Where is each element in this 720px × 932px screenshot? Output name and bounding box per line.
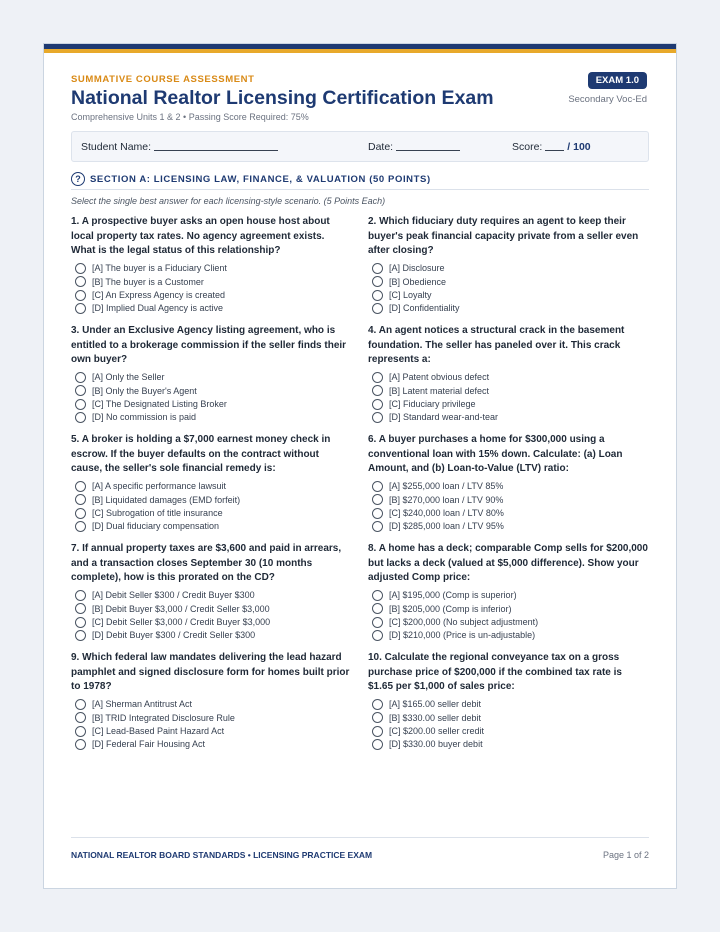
section-instructions: Select the single best answer for each licensing-style scenario. (5 Points Each)	[71, 196, 386, 206]
radio-button-icon[interactable]	[372, 494, 383, 505]
question-stem: 6. A buyer purchases a home for $300,000 using a conventional loan with 15% down. Calculate: (a) Loan Amount, and (b) Loan-to-Value (LTV) ratio:	[368, 434, 623, 475]
date-field[interactable]	[368, 141, 460, 153]
answer-option-label: [C] The Designated Listing Broker	[92, 399, 227, 410]
answer-option-label: [B] Liquidated damages (EMD forfeit)	[92, 494, 241, 505]
answer-options	[71, 698, 351, 751]
radio-button-icon[interactable]	[372, 726, 383, 737]
question-7	[71, 542, 351, 642]
question-stem: 3. Under an Exclusive Agency listing agreement, who is entitled to a brokerage commission if the seller finds their own buyer?	[71, 325, 347, 366]
answer-option[interactable]	[71, 288, 351, 301]
answer-option[interactable]	[71, 506, 351, 519]
answer-option-label: [D] Federal Fair Housing Act	[92, 739, 206, 750]
answer-option-label: [A] Patent obvious defect	[389, 372, 490, 383]
answer-option[interactable]	[368, 384, 648, 397]
answer-option[interactable]	[71, 262, 351, 275]
answer-option-label: [C] An Express Agency is created	[92, 290, 226, 301]
radio-button-icon[interactable]	[372, 508, 383, 519]
student-name-label: Student Name:	[81, 141, 152, 153]
question-stem: 1. A prospective buyer asks an open house host about local property tax rates. No agency agreement exists. What is the legal status of this relationship?	[71, 216, 330, 257]
answer-option[interactable]	[71, 411, 351, 424]
radio-button-icon[interactable]	[75, 630, 86, 641]
answer-option-label: [B] Obedience	[389, 276, 447, 287]
answer-option[interactable]	[71, 738, 351, 751]
answer-option-label: [D] $285,000 loan / LTV 95%	[389, 521, 504, 532]
exam-page	[43, 43, 677, 889]
question-3	[71, 324, 351, 424]
radio-button-icon[interactable]	[372, 590, 383, 601]
answer-option[interactable]	[71, 602, 351, 615]
question-6	[368, 433, 648, 533]
answer-option-label: [B] $270,000 loan / LTV 90%	[389, 494, 504, 505]
radio-button-icon[interactable]	[372, 385, 383, 396]
exam-version-badge: EXAM 1.0	[588, 72, 647, 89]
question-1	[71, 215, 351, 315]
answer-option-label: [D] $330.00 buyer debit	[389, 739, 483, 750]
answer-option-label: [B] TRID Integrated Disclosure Rule	[92, 712, 235, 723]
assessment-kicker: SUMMATIVE COURSE ASSESSMENT	[71, 74, 255, 85]
answer-options	[368, 371, 648, 424]
answer-option[interactable]	[368, 724, 648, 737]
student-name-field[interactable]	[81, 141, 278, 153]
radio-button-icon[interactable]	[75, 603, 86, 614]
answer-option-label: [C] $200,000 (No subject adjustment)	[389, 617, 539, 628]
answer-option-label: [D] $210,000 (Price is un-adjustable)	[389, 630, 536, 641]
answer-option[interactable]	[71, 698, 351, 711]
answer-option-label: [B] $330.00 seller debit	[389, 712, 482, 723]
date-label: Date:	[368, 141, 394, 153]
answer-option[interactable]	[368, 738, 648, 751]
answer-option[interactable]	[71, 629, 351, 642]
answer-option-label: [A] $195,000 (Comp is superior)	[389, 590, 517, 601]
answer-options	[368, 589, 648, 642]
radio-button-icon[interactable]	[372, 699, 383, 710]
answer-option-label: [C] Debit Seller $3,000 / Credit Buyer $3,000	[92, 617, 271, 628]
answer-option[interactable]	[368, 506, 648, 519]
answer-option-label: [C] Fiduciary privilege	[389, 399, 476, 410]
answer-option[interactable]	[368, 288, 648, 301]
answer-options	[71, 262, 351, 315]
radio-button-icon[interactable]	[75, 508, 86, 519]
question-stem: 9. Which federal law mandates delivering the lead hazard pamphlet and signed disclosure form for homes built prior to 1978?	[71, 652, 350, 693]
answer-option-label: [B] Latent material defect	[389, 385, 490, 396]
answer-option-label: [A] Only the Seller	[92, 372, 165, 383]
answer-option-label: [D] Dual fiduciary compensation	[92, 521, 220, 532]
answer-options	[71, 589, 351, 642]
score-field[interactable]	[512, 141, 591, 153]
answer-option-label: [B] The buyer is a Customer	[92, 276, 204, 287]
radio-button-icon[interactable]	[372, 263, 383, 274]
question-4	[368, 324, 648, 424]
radio-button-icon[interactable]	[75, 385, 86, 396]
radio-button-icon[interactable]	[75, 521, 86, 532]
question-stem: 5. A broker is holding a $7,000 earnest money check in escrow. If the buyer defaults on the contract without cause, the seller's sole financial remedy is:	[71, 434, 331, 475]
section-title: SECTION A: LICENSING LAW, FINANCE, & VALUATION (50 POINTS)	[90, 174, 431, 185]
answer-option-label: [D] No commission is paid	[92, 412, 197, 423]
radio-button-icon[interactable]	[75, 263, 86, 274]
answer-option[interactable]	[71, 371, 351, 384]
question-circle-icon: ?	[71, 172, 85, 186]
answer-option[interactable]	[71, 615, 351, 628]
question-5	[71, 433, 351, 533]
answer-option[interactable]	[71, 397, 351, 410]
student-info-box	[71, 131, 649, 162]
radio-button-icon[interactable]	[75, 617, 86, 628]
radio-button-icon[interactable]	[75, 276, 86, 287]
answer-option-label: [D] Standard wear-and-tear	[389, 412, 499, 423]
answer-option[interactable]	[368, 602, 648, 615]
answer-option[interactable]	[368, 698, 648, 711]
question-stem: 4. An agent notices a structural crack in the basement foundation. The seller has paneled over it. This crack represents a:	[368, 325, 625, 366]
answer-options	[71, 480, 351, 533]
radio-button-icon[interactable]	[372, 276, 383, 287]
answer-option[interactable]	[71, 275, 351, 288]
answer-option[interactable]	[368, 371, 648, 384]
answer-option[interactable]	[71, 724, 351, 737]
answer-option-label: [C] Loyalty	[389, 290, 432, 301]
answer-option[interactable]	[368, 480, 648, 493]
footer-label: NATIONAL REALTOR BOARD STANDARDS • LICENSING PRACTICE EXAM	[71, 850, 373, 860]
question-stem: 8. A home has a deck; comparable Comp sells for $200,000 but lacks a deck (valued at $5,000 difference). Show your adjusted Comp price:	[368, 543, 648, 584]
answer-option[interactable]	[368, 411, 648, 424]
answer-option[interactable]	[71, 711, 351, 724]
answer-option[interactable]	[71, 589, 351, 602]
radio-button-icon[interactable]	[75, 372, 86, 383]
question-2	[368, 215, 648, 315]
answer-option-label: [A] Sherman Antitrust Act	[92, 699, 193, 710]
question-10	[368, 651, 648, 751]
answer-option[interactable]	[71, 302, 351, 315]
answer-option[interactable]	[368, 589, 648, 602]
answer-option-label: [A] The buyer is a Fiduciary Client	[92, 263, 227, 274]
score-label: Score:	[512, 141, 543, 153]
answer-option[interactable]	[368, 520, 648, 533]
answer-options	[368, 262, 648, 315]
radio-button-icon[interactable]	[372, 412, 383, 423]
answer-option-label: [A] Disclosure	[389, 263, 445, 274]
answer-option[interactable]	[71, 493, 351, 506]
radio-button-icon[interactable]	[75, 590, 86, 601]
radio-button-icon[interactable]	[372, 481, 383, 492]
answer-option-label: [C] Lead-Based Paint Hazard Act	[92, 726, 225, 737]
answer-option[interactable]	[368, 262, 648, 275]
radio-button-icon[interactable]	[75, 726, 86, 737]
answer-option-label: [B] $205,000 (Comp is inferior)	[389, 603, 512, 614]
radio-button-icon[interactable]	[75, 303, 86, 314]
question-stem: 2. Which fiduciary duty requires an agent to keep their buyer's peak financial capacity private from a seller even after closing?	[368, 216, 639, 257]
answer-option-label: [C] $240,000 loan / LTV 80%	[389, 508, 504, 519]
radio-button-icon[interactable]	[75, 739, 86, 750]
answer-options	[71, 371, 351, 424]
answer-option[interactable]	[71, 384, 351, 397]
radio-button-icon[interactable]	[372, 630, 383, 641]
radio-button-icon[interactable]	[372, 712, 383, 723]
answer-options	[368, 698, 648, 751]
answer-option[interactable]	[368, 629, 648, 642]
radio-button-icon[interactable]	[372, 739, 383, 750]
radio-button-icon[interactable]	[372, 372, 383, 383]
top-accent-bar	[44, 44, 676, 53]
answer-option-label: [B] Debit Buyer $3,000 / Credit Seller $3,000	[92, 603, 270, 614]
score-total: / 100	[567, 141, 591, 153]
question-9	[71, 651, 351, 751]
answer-option-label: [A] $255,000 loan / LTV 85%	[389, 481, 504, 492]
radio-button-icon[interactable]	[75, 290, 86, 301]
answer-option-label: [A] Debit Seller $300 / Credit Buyer $300	[92, 590, 255, 601]
answer-option-label: [A] $165.00 seller debit	[389, 699, 482, 710]
question-8	[368, 542, 648, 642]
answer-option[interactable]	[368, 275, 648, 288]
page-number: Page 1 of 2	[602, 850, 649, 860]
radio-button-icon[interactable]	[75, 481, 86, 492]
question-stem: 10. Calculate the regional conveyance tax on a gross purchase price of $200,000 if the combined tax rate is $1.65 per $1,000 of sales price:	[368, 652, 622, 693]
section-header	[71, 172, 649, 190]
answer-option[interactable]	[368, 397, 648, 410]
question-stem: 7. If annual property taxes are $3,600 and paid in arrears, and a transaction closes September 30 (10 months complete), how is this prorated on the CD?	[71, 543, 342, 584]
answer-option[interactable]	[368, 302, 648, 315]
answer-option-label: [D] Debit Buyer $300 / Credit Seller $300	[92, 630, 256, 641]
student-name-line[interactable]	[154, 141, 278, 151]
date-line[interactable]	[396, 141, 460, 151]
page-footer	[71, 837, 649, 867]
answer-option-label: [D] Implied Dual Agency is active	[92, 303, 224, 314]
answer-option-label: [D] Confidentiality	[389, 303, 460, 314]
answer-option[interactable]	[368, 493, 648, 506]
radio-button-icon[interactable]	[75, 712, 86, 723]
radio-button-icon[interactable]	[75, 699, 86, 710]
radio-button-icon[interactable]	[372, 303, 383, 314]
answer-option[interactable]	[368, 615, 648, 628]
answer-option-label: [C] $200.00 seller credit	[389, 726, 485, 737]
radio-button-icon[interactable]	[372, 603, 383, 614]
score-line[interactable]	[545, 141, 564, 151]
answer-option-label: [B] Only the Buyer's Agent	[92, 385, 197, 396]
radio-button-icon[interactable]	[75, 399, 86, 410]
answer-option[interactable]	[71, 480, 351, 493]
radio-button-icon[interactable]	[75, 494, 86, 505]
page-title: National Realtor Licensing Certification Exam	[71, 87, 494, 109]
radio-button-icon[interactable]	[372, 399, 383, 410]
answer-option-label: [A] A specific performance lawsuit	[92, 481, 227, 492]
answer-option[interactable]	[368, 711, 648, 724]
radio-button-icon[interactable]	[372, 521, 383, 532]
page-subtitle: Comprehensive Units 1 & 2 • Passing Score Required: 75%	[71, 112, 309, 122]
radio-button-icon[interactable]	[75, 412, 86, 423]
radio-button-icon[interactable]	[372, 290, 383, 301]
radio-button-icon[interactable]	[372, 617, 383, 628]
course-level: Secondary Voc-Ed	[568, 94, 647, 105]
answer-options	[368, 480, 648, 533]
answer-option[interactable]	[71, 520, 351, 533]
answer-option-label: [C] Subrogation of title insurance	[92, 508, 223, 519]
